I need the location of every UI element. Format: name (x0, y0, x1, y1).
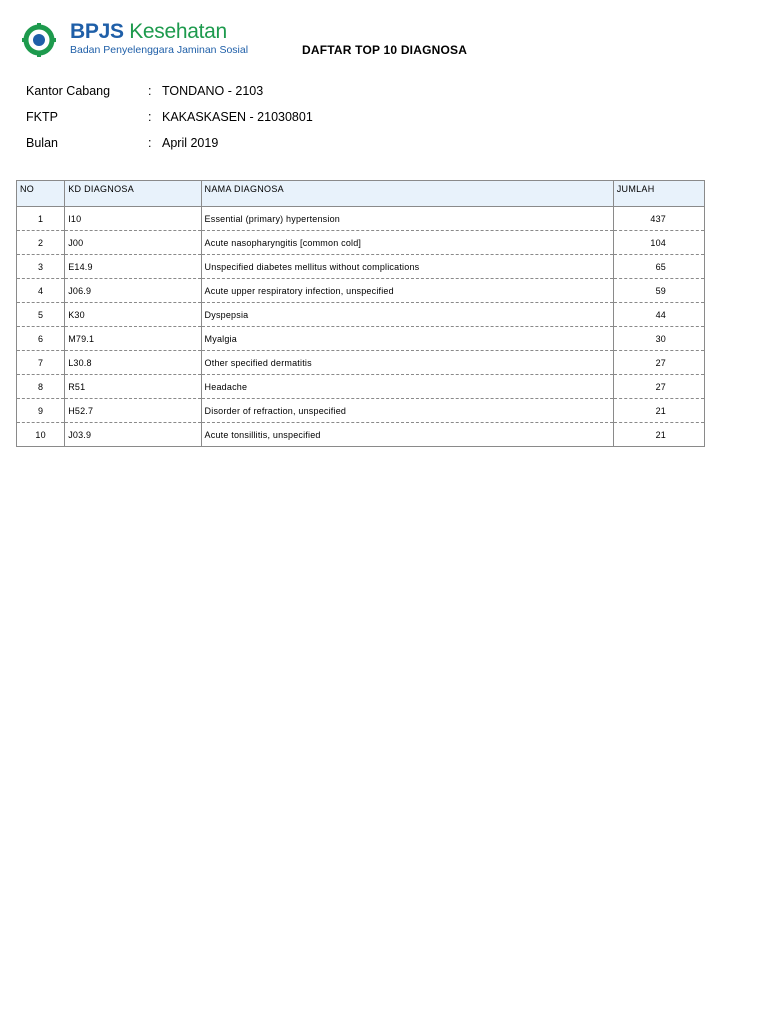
cell-kd: K30 (65, 303, 201, 327)
table-row (17, 375, 705, 399)
table-row (17, 327, 705, 351)
info-value: April 2019 (162, 136, 219, 150)
table-row (17, 279, 705, 303)
cell-jumlah: 65 (613, 255, 704, 279)
cell-nama: Essential (primary) hypertension (201, 207, 613, 231)
cell-no: 5 (17, 303, 65, 327)
table-row (17, 399, 705, 423)
header-no: NO (17, 181, 65, 207)
cell-kd: M79.1 (65, 327, 201, 351)
cell-jumlah: 104 (613, 231, 704, 255)
cell-no: 9 (17, 399, 65, 423)
table-row (17, 231, 705, 255)
cell-kd: J06.9 (65, 279, 201, 303)
info-label: FKTP (26, 110, 58, 124)
cell-jumlah: 30 (613, 327, 704, 351)
cell-nama: Acute upper respiratory infection, unspecified (201, 279, 613, 303)
brand-kesehatan: Kesehatan (129, 20, 227, 43)
header-kd-diagnosa: KD DIAGNOSA (65, 181, 201, 207)
bpjs-logo (22, 20, 249, 60)
table-row (17, 423, 705, 447)
cell-nama: Other specified dermatitis (201, 351, 613, 375)
cell-kd: H52.7 (65, 399, 201, 423)
info-label: Bulan (26, 136, 58, 150)
cell-no: 4 (17, 279, 65, 303)
cell-kd: J00 (65, 231, 201, 255)
info-value: KAKASKASEN - 21030801 (162, 110, 313, 124)
header-nama-diagnosa: NAMA DIAGNOSA (201, 181, 613, 207)
cell-nama: Headache (201, 375, 613, 399)
brand-tagline: Badan Penyelenggara Jaminan Sosial (70, 44, 249, 56)
cell-kd: J03.9 (65, 423, 201, 447)
cell-jumlah: 21 (613, 399, 704, 423)
cell-kd: E14.9 (65, 255, 201, 279)
cell-no: 6 (17, 327, 65, 351)
cell-nama: Unspecified diabetes mellitus without complications (201, 255, 613, 279)
cell-no: 3 (17, 255, 65, 279)
cell-jumlah: 437 (613, 207, 704, 231)
header-jumlah: JUMLAH (613, 181, 704, 207)
cell-kd: R51 (65, 375, 201, 399)
diagnosis-table (16, 180, 705, 447)
cell-jumlah: 59 (613, 279, 704, 303)
cell-no: 10 (17, 423, 65, 447)
cell-no: 2 (17, 231, 65, 255)
cell-no: 1 (17, 207, 65, 231)
table-row (17, 303, 705, 327)
cell-kd: L30.8 (65, 351, 201, 375)
info-colon: : (148, 136, 152, 150)
cell-jumlah: 27 (613, 351, 704, 375)
brand-bpjs: BPJS (70, 20, 124, 43)
table-header-row (17, 181, 705, 207)
page-title: DAFTAR TOP 10 DIAGNOSA (302, 43, 468, 57)
table-row (17, 351, 705, 375)
cell-no: 8 (17, 375, 65, 399)
cell-jumlah: 44 (613, 303, 704, 327)
cell-jumlah: 27 (613, 375, 704, 399)
brand-name (70, 20, 227, 44)
bpjs-emblem-icon (22, 22, 62, 58)
table-row (17, 207, 705, 231)
cell-kd: I10 (65, 207, 201, 231)
cell-jumlah: 21 (613, 423, 704, 447)
cell-nama: Acute nasopharyngitis [common cold] (201, 231, 613, 255)
info-label: Kantor Cabang (26, 84, 111, 98)
table-row (17, 255, 705, 279)
cell-nama: Myalgia (201, 327, 613, 351)
info-colon: : (148, 84, 152, 98)
cell-nama: Dyspepsia (201, 303, 613, 327)
info-colon: : (148, 110, 152, 124)
cell-nama: Disorder of refraction, unspecified (201, 399, 613, 423)
info-value: TONDANO - 2103 (162, 84, 264, 98)
cell-nama: Acute tonsillitis, unspecified (201, 423, 613, 447)
cell-no: 7 (17, 351, 65, 375)
